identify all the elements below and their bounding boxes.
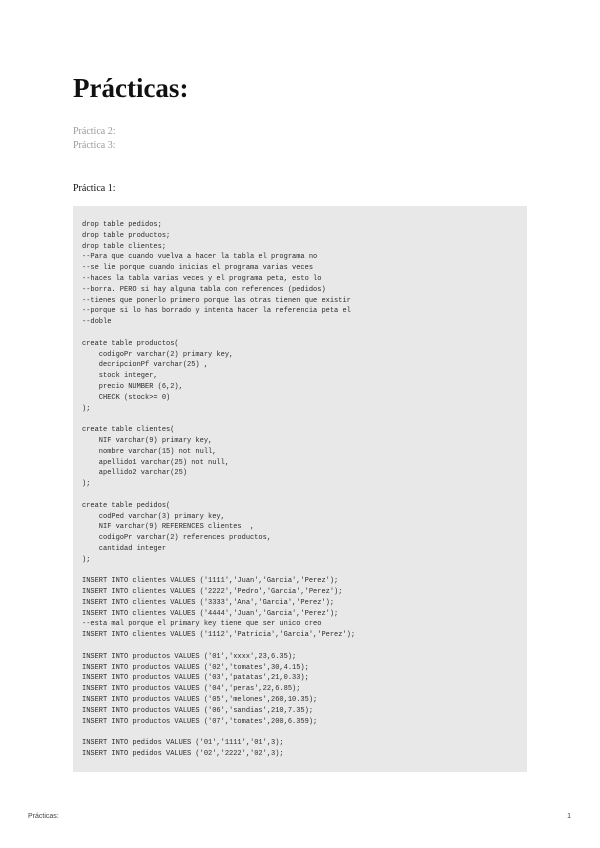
toc-link-practica-3[interactable]: Práctica 3: — [73, 140, 116, 151]
code-line: NIF varchar(9) REFERENCES clientes , — [82, 523, 255, 532]
code-line: codPed varchar(3) primary key, — [82, 512, 225, 521]
code-line: INSERT INTO clientes VALUES ('3333','Ana','Garcia','Perez'); — [82, 598, 335, 607]
code-line: INSERT INTO productos VALUES ('01','xxxx',23,6.35); — [82, 652, 297, 661]
code-line: create table productos( — [82, 339, 179, 348]
footer-page-number: 1 — [567, 813, 571, 820]
code-line: --doble — [82, 318, 112, 327]
code-line: drop table clientes; — [82, 242, 167, 251]
code-line: ); — [82, 555, 91, 564]
code-line: INSERT INTO pedidos VALUES ('02','2222','02',3); — [82, 750, 284, 759]
code-line: create table clientes( — [82, 426, 175, 435]
code-line: codigoPr varchar(2) primary key, — [82, 350, 234, 359]
code-line: stock integer, — [82, 372, 158, 381]
code-line: INSERT INTO productos VALUES ('04','peras',22,6.85); — [82, 685, 301, 694]
code-line: --esta mal porque el primary key tiene que ser unico creo — [82, 620, 322, 629]
code-line: --se lie porque cuando inicias el programa varias veces — [82, 264, 314, 273]
page-title: Prácticas: — [73, 73, 189, 103]
code-line: --haces la tabla varias veces y el programa peta, esto lo — [82, 274, 322, 283]
code-line: --Para que cuando vuelva a hacer la tabla el programa no — [82, 253, 318, 262]
toc-link-practica-2[interactable]: Práctica 2: — [73, 126, 116, 137]
code-line: INSERT INTO pedidos VALUES ('01','1111','01',3); — [82, 739, 284, 748]
code-line: create table pedidos( — [82, 501, 171, 510]
code-line — [82, 414, 527, 425]
code-line: --borra. PERO si hay alguna tabla con references (pedidos) — [82, 285, 326, 294]
code-line: CHECK (stock>= 0) — [82, 393, 171, 402]
code-line: INSERT INTO clientes VALUES ('1112','Patricia','Garcia','Perez'); — [82, 631, 356, 640]
code-line: apellido1 varchar(25) not null, — [82, 458, 230, 467]
code-line: codigoPr varchar(2) references productos, — [82, 534, 272, 543]
code-line: nombre varchar(15) not null, — [82, 447, 217, 456]
code-line — [82, 641, 527, 652]
code-line: --porque si lo has borrado y intenta hacer la referencia peta el — [82, 307, 351, 316]
code-line: ); — [82, 404, 91, 413]
code-line: NIF varchar(9) primary key, — [82, 436, 213, 445]
table-of-contents — [73, 125, 115, 153]
code-line: decripcionPf varchar(25) , — [82, 361, 209, 370]
code-line — [82, 727, 527, 738]
code-line — [82, 490, 527, 501]
code-line: INSERT INTO productos VALUES ('05','melones',260,10.35); — [82, 696, 318, 705]
code-line: --tienes que ponerlo primero porque las otras tienen que existir — [82, 296, 351, 305]
code-line: cantidad integer — [82, 544, 167, 553]
code-line: INSERT INTO productos VALUES ('06','sandias',210,7.35); — [82, 706, 314, 715]
code-line — [82, 328, 527, 339]
footer-title: Prácticas: — [28, 813, 59, 820]
code-line: INSERT INTO clientes VALUES ('1111','Juan','Garcia','Perez'); — [82, 577, 339, 586]
code-line: INSERT INTO clientes VALUES ('2222','Pedro','Garcia','Perez'); — [82, 588, 343, 597]
code-block — [73, 206, 527, 772]
code-line: INSERT INTO productos VALUES ('03','patatas',21,0.33); — [82, 674, 309, 683]
code-line: INSERT INTO productos VALUES ('07','tomates',200,6.359); — [82, 717, 318, 726]
code-line: apellido2 varchar(25) — [82, 469, 188, 478]
code-line: ); — [82, 480, 91, 489]
code-line — [82, 566, 527, 577]
code-line: drop table productos; — [82, 231, 171, 240]
code-line: INSERT INTO clientes VALUES ('4444','Juan','Garcia','Perez'); — [82, 609, 339, 618]
code-line: precio NUMBER (6,2), — [82, 382, 183, 391]
code-line: INSERT INTO productos VALUES ('02','tomates',30,4.15); — [82, 663, 309, 672]
code-line: drop table pedidos; — [82, 221, 162, 229]
section-heading-practica-1: Práctica 1: — [73, 183, 116, 194]
